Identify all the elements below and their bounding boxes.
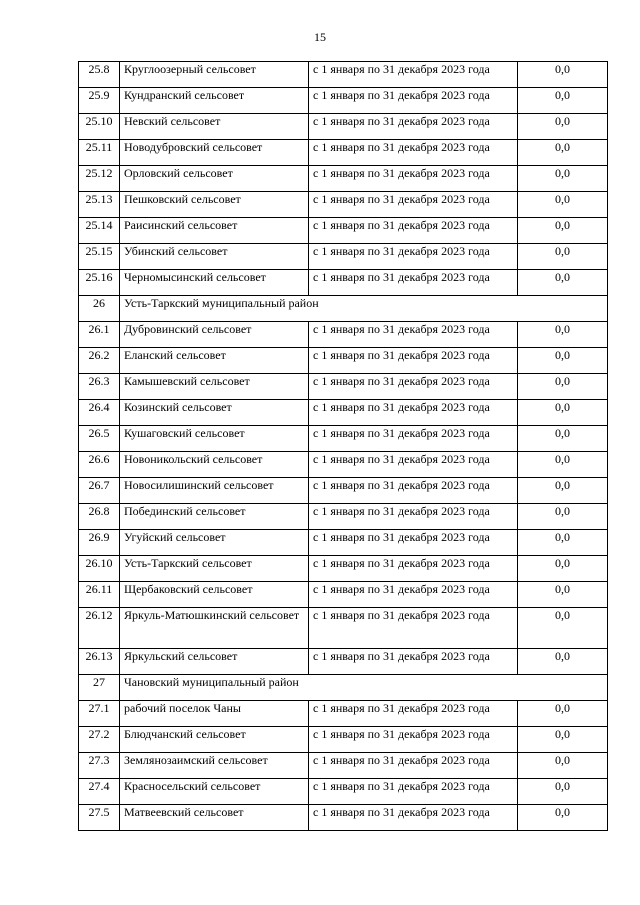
table-row: [79, 753, 608, 779]
period-cell: с 1 января по 31 декабря 2023 года: [309, 649, 518, 675]
row-number: 25.13: [79, 192, 120, 218]
row-number: 26.1: [79, 322, 120, 348]
period-cell: с 1 января по 31 декабря 2023 года: [309, 244, 518, 270]
settlement-name: Усть-Таркский сельсовет: [120, 556, 309, 582]
value-cell: 0,0: [518, 582, 608, 608]
row-number: 26.12: [79, 608, 120, 649]
period-cell: с 1 января по 31 декабря 2023 года: [309, 753, 518, 779]
table-row: [79, 649, 608, 675]
period-cell: с 1 января по 31 декабря 2023 года: [309, 727, 518, 753]
table-row: [79, 166, 608, 192]
period-cell: с 1 января по 31 декабря 2023 года: [309, 192, 518, 218]
value-cell: 0,0: [518, 701, 608, 727]
group-row: [79, 296, 608, 322]
row-number: 26: [79, 296, 120, 322]
row-number: 26.6: [79, 452, 120, 478]
settlement-name: Побединский сельсовет: [120, 504, 309, 530]
period-cell: с 1 января по 31 декабря 2023 года: [309, 270, 518, 296]
settlement-name: Кундранский сельсовет: [120, 88, 309, 114]
settlement-name: Щербаковский сельсовет: [120, 582, 309, 608]
value-cell: 0,0: [518, 805, 608, 831]
value-cell: 0,0: [518, 348, 608, 374]
row-number: 26.4: [79, 400, 120, 426]
row-number: 25.8: [79, 62, 120, 88]
period-cell: с 1 января по 31 декабря 2023 года: [309, 530, 518, 556]
settlement-name: Круглоозерный сельсовет: [120, 62, 309, 88]
table-row: [79, 504, 608, 530]
table-row: [79, 556, 608, 582]
settlement-name: Угуйский сельсовет: [120, 530, 309, 556]
table-row: [79, 374, 608, 400]
settlement-name: Пешковский сельсовет: [120, 192, 309, 218]
row-number: 27: [79, 675, 120, 701]
period-cell: с 1 января по 31 декабря 2023 года: [309, 88, 518, 114]
settlement-name: Новоникольский сельсовет: [120, 452, 309, 478]
district-name: Усть-Таркский муниципальный район: [120, 296, 608, 322]
table-row: [79, 244, 608, 270]
table-row: [79, 727, 608, 753]
value-cell: 0,0: [518, 244, 608, 270]
table-row: [79, 348, 608, 374]
period-cell: с 1 января по 31 декабря 2023 года: [309, 426, 518, 452]
period-cell: с 1 января по 31 декабря 2023 года: [309, 582, 518, 608]
value-cell: 0,0: [518, 530, 608, 556]
value-cell: 0,0: [518, 504, 608, 530]
row-number: 25.9: [79, 88, 120, 114]
data-table: [78, 61, 608, 831]
value-cell: 0,0: [518, 166, 608, 192]
period-cell: с 1 января по 31 декабря 2023 года: [309, 701, 518, 727]
row-number: 26.5: [79, 426, 120, 452]
row-number: 26.8: [79, 504, 120, 530]
value-cell: 0,0: [518, 649, 608, 675]
settlement-name: Орловский сельсовет: [120, 166, 309, 192]
value-cell: 0,0: [518, 452, 608, 478]
settlement-name: Яркуль-Матюшкинский сельсовет: [120, 608, 309, 649]
period-cell: с 1 января по 31 декабря 2023 года: [309, 556, 518, 582]
value-cell: 0,0: [518, 608, 608, 649]
settlement-name: Яркульский сельсовет: [120, 649, 309, 675]
settlement-name: рабочий поселок Чаны: [120, 701, 309, 727]
table-row: [79, 270, 608, 296]
row-number: 25.11: [79, 140, 120, 166]
row-number: 26.13: [79, 649, 120, 675]
table-row: [79, 582, 608, 608]
settlement-name: Раисинский сельсовет: [120, 218, 309, 244]
value-cell: 0,0: [518, 88, 608, 114]
settlement-name: Черномысинский сельсовет: [120, 270, 309, 296]
period-cell: с 1 января по 31 декабря 2023 года: [309, 805, 518, 831]
value-cell: 0,0: [518, 374, 608, 400]
row-number: 27.5: [79, 805, 120, 831]
settlement-name: Блюдчанский сельсовет: [120, 727, 309, 753]
value-cell: 0,0: [518, 779, 608, 805]
period-cell: с 1 января по 31 декабря 2023 года: [309, 608, 518, 649]
page-number: 15: [314, 30, 326, 44]
row-number: 27.4: [79, 779, 120, 805]
table-row: [79, 805, 608, 831]
table-row: [79, 62, 608, 88]
settlement-name: Красносельский сельсовет: [120, 779, 309, 805]
value-cell: 0,0: [518, 140, 608, 166]
table-row: [79, 452, 608, 478]
period-cell: с 1 января по 31 декабря 2023 года: [309, 779, 518, 805]
value-cell: 0,0: [518, 114, 608, 140]
value-cell: 0,0: [518, 400, 608, 426]
row-number: 25.15: [79, 244, 120, 270]
value-cell: 0,0: [518, 192, 608, 218]
settlement-name: Дубровинский сельсовет: [120, 322, 309, 348]
period-cell: с 1 января по 31 декабря 2023 года: [309, 504, 518, 530]
group-row: [79, 675, 608, 701]
settlement-name: Новодубровский сельсовет: [120, 140, 309, 166]
row-number: 26.11: [79, 582, 120, 608]
table-row: [79, 426, 608, 452]
table-row: [79, 192, 608, 218]
period-cell: с 1 января по 31 декабря 2023 года: [309, 218, 518, 244]
period-cell: с 1 января по 31 декабря 2023 года: [309, 478, 518, 504]
value-cell: 0,0: [518, 426, 608, 452]
row-number: 25.12: [79, 166, 120, 192]
settlement-name: Убинский сельсовет: [120, 244, 309, 270]
table-row: [79, 322, 608, 348]
table-body: [79, 62, 608, 831]
table-row: [79, 779, 608, 805]
period-cell: с 1 января по 31 декабря 2023 года: [309, 166, 518, 192]
settlement-name: Еланский сельсовет: [120, 348, 309, 374]
period-cell: с 1 января по 31 декабря 2023 года: [309, 374, 518, 400]
table-row: [79, 218, 608, 244]
period-cell: с 1 января по 31 декабря 2023 года: [309, 114, 518, 140]
row-number: 26.10: [79, 556, 120, 582]
period-cell: с 1 января по 31 декабря 2023 года: [309, 322, 518, 348]
settlement-name: Камышевский сельсовет: [120, 374, 309, 400]
table-row: [79, 608, 608, 649]
settlement-name: Невский сельсовет: [120, 114, 309, 140]
value-cell: 0,0: [518, 727, 608, 753]
value-cell: 0,0: [518, 218, 608, 244]
table-row: [79, 478, 608, 504]
settlement-name: Козинский сельсовет: [120, 400, 309, 426]
district-name: Чановский муниципальный район: [120, 675, 608, 701]
table-row: [79, 88, 608, 114]
row-number: 27.3: [79, 753, 120, 779]
value-cell: 0,0: [518, 478, 608, 504]
period-cell: с 1 января по 31 декабря 2023 года: [309, 140, 518, 166]
table-row: [79, 140, 608, 166]
table-row: [79, 701, 608, 727]
settlement-name: Землянозаимский сельсовет: [120, 753, 309, 779]
row-number: 26.2: [79, 348, 120, 374]
value-cell: 0,0: [518, 753, 608, 779]
row-number: 26.7: [79, 478, 120, 504]
value-cell: 0,0: [518, 62, 608, 88]
table-row: [79, 530, 608, 556]
row-number: 26.3: [79, 374, 120, 400]
period-cell: с 1 января по 31 декабря 2023 года: [309, 62, 518, 88]
row-number: 25.10: [79, 114, 120, 140]
settlement-name: Матвеевский сельсовет: [120, 805, 309, 831]
row-number: 27.1: [79, 701, 120, 727]
row-number: 25.14: [79, 218, 120, 244]
value-cell: 0,0: [518, 556, 608, 582]
period-cell: с 1 января по 31 декабря 2023 года: [309, 348, 518, 374]
row-number: 25.16: [79, 270, 120, 296]
settlement-name: Новосилишинский сельсовет: [120, 478, 309, 504]
settlement-name: Кушаговский сельсовет: [120, 426, 309, 452]
value-cell: 0,0: [518, 270, 608, 296]
table-row: [79, 400, 608, 426]
table-row: [79, 114, 608, 140]
period-cell: с 1 января по 31 декабря 2023 года: [309, 452, 518, 478]
period-cell: с 1 января по 31 декабря 2023 года: [309, 400, 518, 426]
row-number: 27.2: [79, 727, 120, 753]
value-cell: 0,0: [518, 322, 608, 348]
row-number: 26.9: [79, 530, 120, 556]
